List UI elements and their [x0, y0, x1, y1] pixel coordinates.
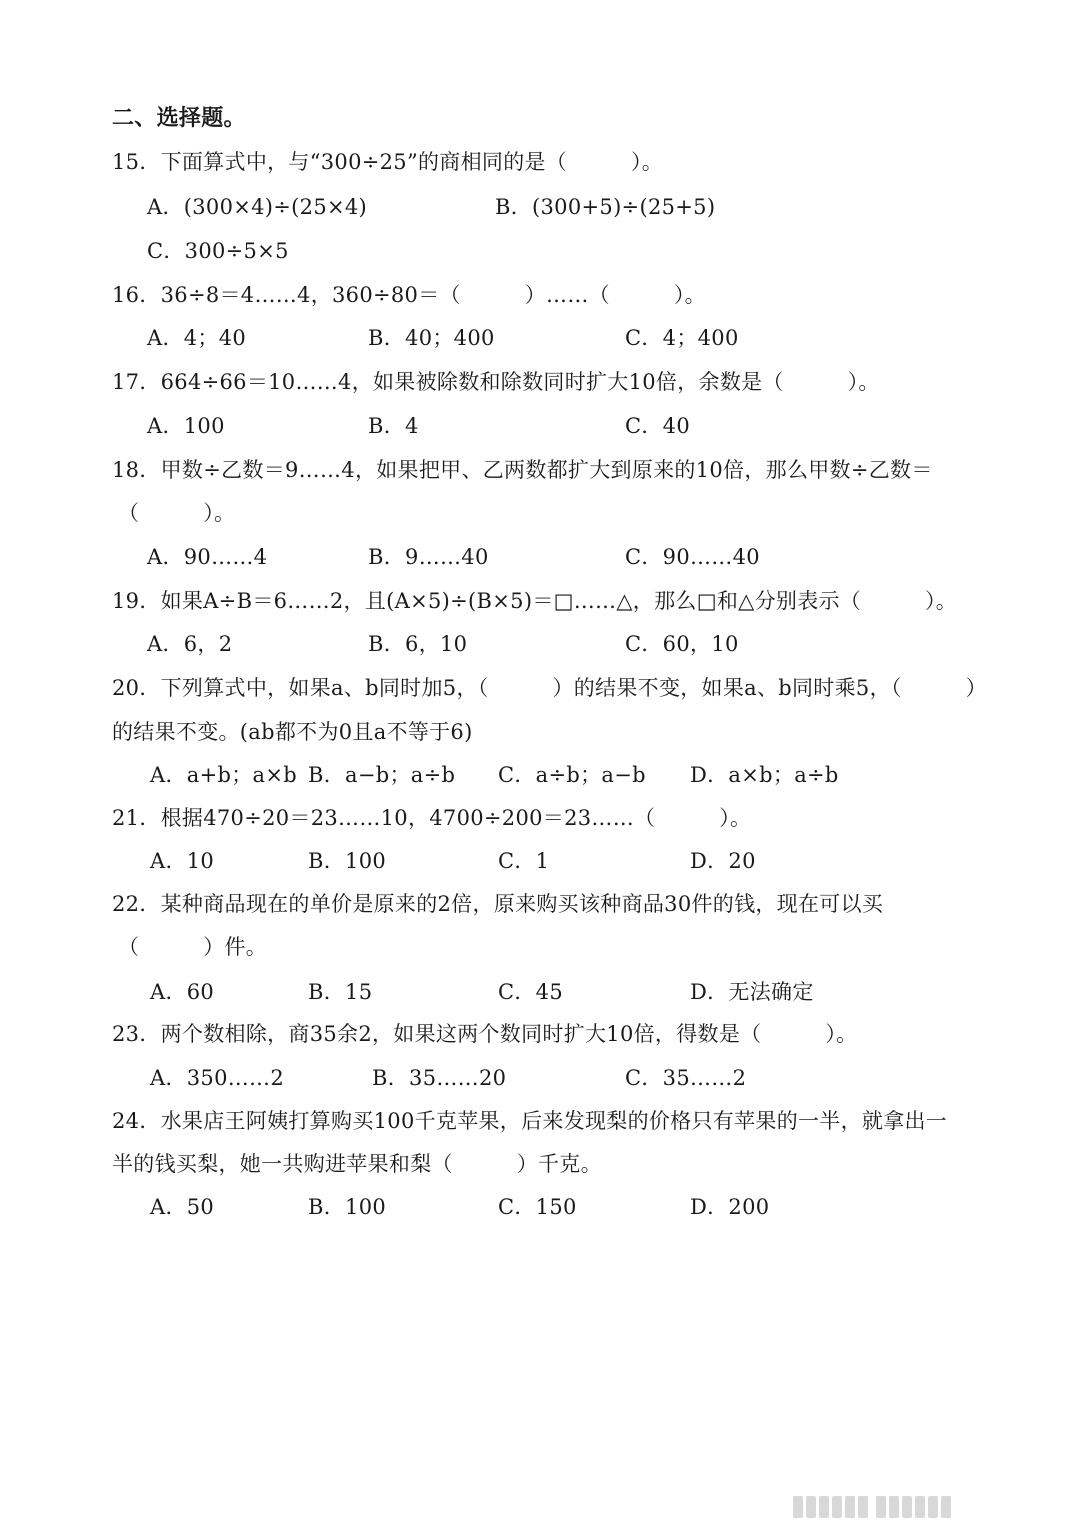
q22-option-c: C．45 — [498, 980, 563, 1004]
question-20-line2: 的结果不变。(ab都不为0且a不等于6) — [112, 720, 473, 744]
question-17: 17．664÷66＝10……4，如果被除数和除数同时扩大10倍，余数是（ ）。 — [112, 370, 880, 394]
q22-option-a: A．60 — [150, 980, 215, 1004]
question-18: 18．甲数÷乙数＝9……4，如果把甲、乙两数都扩大到原来的10倍，那么甲数÷乙数＝ — [112, 458, 933, 482]
q16-option-b: B．40；400 — [368, 326, 495, 350]
q21-option-a: A．10 — [150, 849, 215, 873]
q18-option-c: C．90……40 — [625, 545, 760, 569]
q20-option-b: B．a−b；a÷b — [308, 763, 456, 787]
q21-option-c: C．1 — [498, 849, 550, 873]
section-title: 二、选择题。 — [112, 105, 246, 131]
q19-option-c: C．60，10 — [625, 632, 739, 656]
q15-option-b: B．(300+5)÷(25+5) — [495, 195, 716, 219]
question-19: 19．如果A÷B＝6……2，且(A×5)÷(B×5)＝□……△，那么□和△分别表示（ ）。 — [112, 589, 958, 613]
q15-option-c: C．300÷5×5 — [147, 239, 289, 263]
q15-option-a: A．(300×4)÷(25×4) — [147, 195, 368, 219]
question-18-line2: （ ）。 — [118, 501, 236, 525]
q24-option-d: D．200 — [690, 1195, 770, 1219]
question-20: 20．下列算式中，如果a、b同时加5，（ ）的结果不变，如果a、b同时乘5，（ ） — [112, 676, 987, 700]
q16-option-c: C．4；400 — [625, 326, 739, 350]
q23-option-b: B．35……20 — [372, 1066, 507, 1090]
q20-option-a: A．a+b；a×b — [150, 763, 297, 787]
question-21: 21．根据470÷20＝23……10，4700÷200＝23……（ ）。 — [112, 806, 752, 830]
question-24: 24．水果店王阿姨打算购买100千克苹果，后来发现梨的价格只有苹果的一半，就拿出一 — [112, 1109, 948, 1133]
question-22-line2: （ ）件。 — [118, 935, 268, 959]
q24-option-c: C．150 — [498, 1195, 577, 1219]
q18-option-b: B．9……40 — [368, 545, 489, 569]
q21-option-d: D．20 — [690, 849, 756, 873]
question-23: 23．两个数相除，商35余2，如果这两个数同时扩大10倍，得数是（ ）。 — [112, 1022, 858, 1046]
q17-option-c: C．40 — [625, 414, 690, 438]
q17-option-b: B．4 — [368, 414, 419, 438]
question-16: 16．36÷8＝4……4，360÷80＝（ ）……（ ）。 — [112, 283, 706, 307]
q18-option-a: A．90……4 — [147, 545, 268, 569]
q19-option-a: A．6，2 — [147, 632, 233, 656]
q23-option-a: A．350……2 — [150, 1066, 285, 1090]
q20-option-d: D．a×b；a÷b — [690, 763, 839, 787]
q22-option-d: D．无法确定 — [690, 980, 814, 1004]
question-22: 22．某种商品现在的单价是原来的2倍，原来购买该种商品30件的钱，现在可以买 — [112, 892, 884, 916]
q24-option-b: B．100 — [308, 1195, 387, 1219]
q23-option-c: C．35……2 — [625, 1066, 747, 1090]
q17-option-a: A．100 — [147, 414, 225, 438]
watermark-graphic — [790, 1496, 1050, 1522]
q19-option-b: B．6，10 — [368, 632, 468, 656]
question-24-line2: 半的钱买梨，她一共购进苹果和梨（ ）千克。 — [112, 1152, 602, 1176]
q24-option-a: A．50 — [150, 1195, 215, 1219]
question-15: 15．下面算式中，与“300÷25”的商相同的是（ ）。 — [112, 150, 664, 174]
q16-option-a: A．4；40 — [147, 326, 247, 350]
q22-option-b: B．15 — [308, 980, 373, 1004]
q21-option-b: B．100 — [308, 849, 387, 873]
q20-option-c: C．a÷b；a−b — [498, 763, 646, 787]
